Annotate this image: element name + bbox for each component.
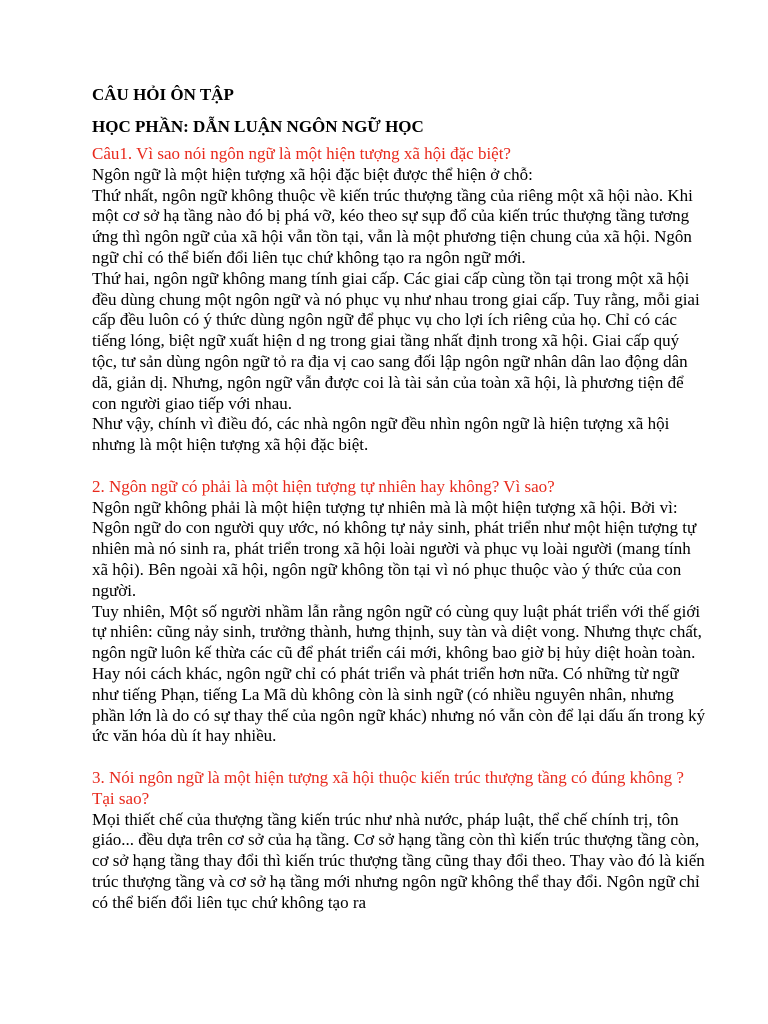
section-spacer [92,456,708,477]
question-1-section [92,144,708,456]
question-2-section [92,477,708,747]
question-3-section [92,768,708,914]
question-3-heading: 3. Nói ngôn ngữ là một hiện tượng xã hội thuộc kiến trúc thượng tầng có đúng không ? Tại sao? [92,767,684,808]
document-title: CÂU HỎI ÔN TẬP [92,85,234,104]
question-1-paragraph-2: Thứ hai, ngôn ngữ không mang tính giai cấp. Các giai cấp cùng tồn tại trong một xã hội đều dùng chung một ngôn ngữ và nó phục vụ như nhau trong giai cấp. Tuy rằng, mỗi giai cấp đều luôn có ý thức dùng ngôn ngữ để phục vụ cho lợi ích riêng của họ. Chỉ có các tiếng lóng, biệt ngữ xuất hiện d ng trong giai tầng nhất định trong xã hội. Giai cấp quý tộc, tư sản dùng ngôn ngữ tỏ ra địa vị cao sang đối lập ngôn ngữ nhân dân lao động dân dã, giản dị. Nhưng, ngôn ngữ vẫn được coi là tài sản của toàn xã hội, là phương tiện để con người giao tiếp với nhau. [92,268,700,413]
question-1-conclusion: Như vậy, chính vì điều đó, các nhà ngôn ngữ đều nhìn ngôn ngữ là hiện tượng xã hội nhưng là một hiện tượng xã hội đặc biệt. [92,414,670,455]
question-1-paragraph-1: Thứ nhất, ngôn ngữ không thuộc về kiến trúc thượng tầng của riêng một xã hội nào. Khi một cơ sở hạ tầng nào đó bị phá vỡ, kéo theo sự sụp đổ của kiến trúc thượng tầng tương ứng thì ngôn ngữ của xã hội vẫn tồn tại, vẫn là một phương tiện chung của xã hội. Ngôn ngữ chỉ có thể biến đổi liên tục chứ không tạo ra ngôn ngữ mới. [92,185,693,267]
question-2-paragraph-2: Tuy nhiên, Một số người nhầm lẫn rằng ngôn ngữ có cùng quy luật phát triển với thế giới tự nhiên: cũng nảy sinh, trưởng thành, hưng thịnh, suy tàn và diệt vong. Nhưng thực chất, ngôn ngữ luôn kế thừa các cũ để phát triển cái mới, không bao giờ bị hủy diệt hoàn toàn. Hay nói cách khác, ngôn ngữ chỉ có phát triển và phát triển hơn nữa. Có những từ ngữ như tiếng Phạn, tiếng La Mã dù không còn là sinh ngữ (có nhiều nguyên nhân, nhưng phần lớn là do có sự thay thế của ngôn ngữ khác) nhưng nó vẫn còn để lại dấu ấn trong ký ức văn hóa dù ít hay nhiều. [92,601,706,746]
question-1-heading: Câu1. Vì sao nói ngôn ngữ là một hiện tượng xã hội đặc biệt? [92,144,511,163]
section-spacer [92,747,708,768]
question-1-intro: Ngôn ngữ là một hiện tượng xã hội đặc biệt được thể hiện ở chỗ: [92,164,533,184]
question-2-paragraph-1: Ngôn ngữ không phải là một hiện tượng tự nhiên mà là một hiện tượng xã hội. Bởi vì: Ngôn ngữ do con người quy ước, nó không tự nảy sinh, phát triển như một hiện tượng tự nhiên mà nó sinh ra, phát triển trong xã hội loài người và phục vụ loài người (mang tính xã hội). Bên ngoài xã hội, ngôn ngữ không tồn tại vì nó phục thuộc vào ý thức của con người. [92,497,697,600]
question-3-paragraph-1: Mọi thiết chế của thượng tầng kiến trúc như nhà nước, pháp luật, thể chế chính trị, tôn giáo... đều dựa trên cơ sở của hạ tầng. Cơ sở hạng tầng còn thì kiến trúc thượng tầng còn, cơ sở hạng tầng thay đổi thì kiến trúc thượng tầng cũng thay đổi theo. Thay vào đó là kiến trúc thượng tầng và cơ sở hạ tầng mới nhưng ngôn ngữ không thể thay đổi. Ngôn ngữ chỉ có thể biến đổi liên tục chứ không tạo ra [92,809,705,912]
course-title: HỌC PHẦN: DẪN LUẬN NGÔN NGỮ HỌC [92,117,424,136]
question-2-heading: 2. Ngôn ngữ có phải là một hiện tượng tự nhiên hay không? Vì sao? [92,476,555,496]
